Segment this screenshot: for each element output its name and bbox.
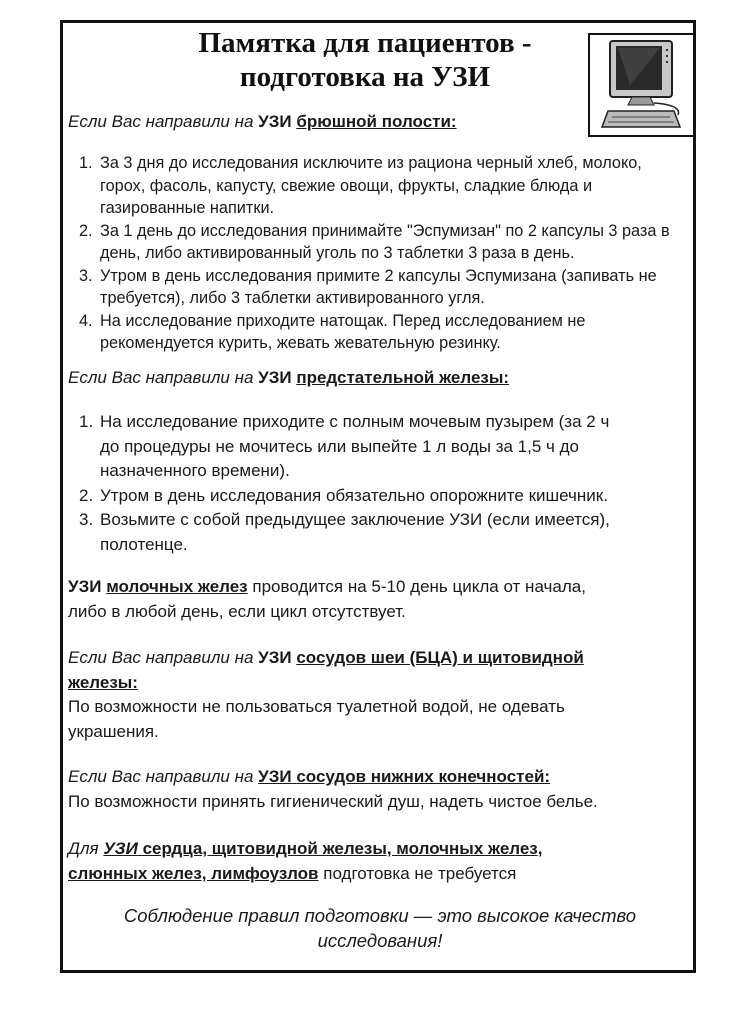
- noprep-text: подготовка не требуется: [323, 864, 517, 883]
- item-line: За 1 день до исследования принимайте "Эспумизан" по 2 капсулы 3 раза в: [100, 221, 670, 240]
- item-line: до процедуры не мочитесь или выпейте 1 л воды за 1,5 ч до: [100, 436, 579, 456]
- heading-lead: Если Вас направили на: [68, 648, 254, 667]
- heading-subject: брюшной полости:: [296, 112, 457, 131]
- item-number: 3.: [79, 266, 93, 285]
- list-item: [68, 220, 670, 265]
- computer-monitor-icon: [588, 33, 695, 137]
- noprep-uzi: УЗИ: [103, 839, 138, 858]
- breast-text: либо в любой день, если цикл отсутствует.: [68, 602, 406, 621]
- item-line: требуется), либо 3 таблетки активированного угля.: [100, 289, 485, 307]
- section-text: украшения.: [68, 721, 159, 741]
- item-number: 1.: [79, 412, 94, 431]
- list-item: [68, 508, 610, 557]
- item-line: Утром в день исследования примите 2 капсулы Эспумизана (запивать не: [100, 266, 657, 285]
- list-item: [68, 152, 670, 220]
- item-line: На исследование приходите натощак. Перед исследованием не: [100, 311, 586, 330]
- item-number: 2.: [79, 485, 94, 505]
- heading-subject: предстательной железы:: [296, 368, 510, 387]
- breast-uzi: УЗИ: [68, 577, 102, 596]
- section-heading-prostate: [68, 366, 509, 390]
- section-neck: [68, 646, 584, 744]
- breast-paragraph: [68, 574, 586, 624]
- section-heading-legs: [68, 764, 598, 789]
- section-heading-neck: [68, 646, 584, 671]
- breast-text: проводится на 5-10 день цикла от начала,: [252, 577, 586, 596]
- noprep-subject: сердца, щитовидной железы, молочных желез,: [142, 839, 543, 858]
- item-line: За 3 дня до исследования исключите из рациона черный хлеб, молоко,: [100, 154, 642, 172]
- item-line: газированные напитки.: [100, 199, 275, 217]
- title-line: Памятка для пациентов -: [198, 27, 532, 59]
- heading-lead: Если Вас направили на: [68, 368, 254, 387]
- heading-uzi: УЗИ: [258, 767, 292, 786]
- closing-note: [70, 903, 690, 953]
- heading-subject: железы:: [68, 672, 138, 692]
- section-legs: [68, 764, 598, 814]
- breast-subject: молочных желез: [106, 577, 248, 596]
- heading-uzi: УЗИ: [258, 648, 292, 667]
- item-line: горох, фасоль, капусту, свежие овощи, фрукты, сладкие блюда и: [100, 176, 593, 195]
- item-line: На исследование приходите с полным мочевым пузырем (за 2 ч: [100, 412, 610, 431]
- prostate-list: [68, 410, 610, 557]
- heading-lead: Если Вас направили на: [68, 112, 254, 131]
- heading-lead: Если Вас направили на: [68, 767, 254, 786]
- list-item: [68, 484, 610, 509]
- item-line: Возьмите с собой предыдущее заключение УЗИ (если имеется),: [100, 510, 610, 529]
- list-item: [68, 410, 610, 484]
- noprep-lead: Для: [68, 839, 99, 858]
- page-title: [150, 26, 580, 94]
- item-number: 4.: [79, 311, 93, 330]
- item-line: Утром в день исследования обязательно опорожните кишечник.: [100, 485, 608, 505]
- list-item: [68, 265, 670, 310]
- section-text: По возможности не пользоваться туалетной водой, не одевать: [68, 697, 565, 716]
- item-number: 2.: [79, 221, 93, 240]
- heading-uzi: УЗИ: [258, 112, 292, 131]
- heading-subject: сосудов нижних конечностей:: [296, 767, 551, 786]
- item-number: 3.: [79, 510, 94, 529]
- heading-subject: сосудов шеи (БЦА) и щитовидной: [296, 648, 584, 667]
- item-number: 1.: [79, 154, 93, 172]
- closing-line: Соблюдение правил подготовки — это высокое качество: [123, 905, 637, 926]
- item-line: полотенце.: [100, 534, 188, 554]
- list-item: [68, 310, 670, 355]
- item-line: рекомендуется курить, жевать жевательную резинку.: [100, 334, 501, 352]
- noprep-subject: слюнных желез, лимфоузлов: [68, 864, 319, 883]
- section-heading-abdominal: [68, 110, 457, 134]
- section-no-prep: [68, 836, 542, 886]
- item-line: назначенного времени).: [100, 461, 290, 480]
- heading-uzi: УЗИ: [258, 368, 292, 387]
- section-text: По возможности принять гигиенический душ, надеть чистое белье.: [68, 792, 598, 811]
- abdominal-list: [68, 152, 670, 355]
- title-line: подготовка на УЗИ: [239, 61, 491, 93]
- item-line: день, либо активированный уголь по 3 таблетки 3 раза в день.: [100, 244, 575, 262]
- closing-line: исследования!: [317, 930, 443, 951]
